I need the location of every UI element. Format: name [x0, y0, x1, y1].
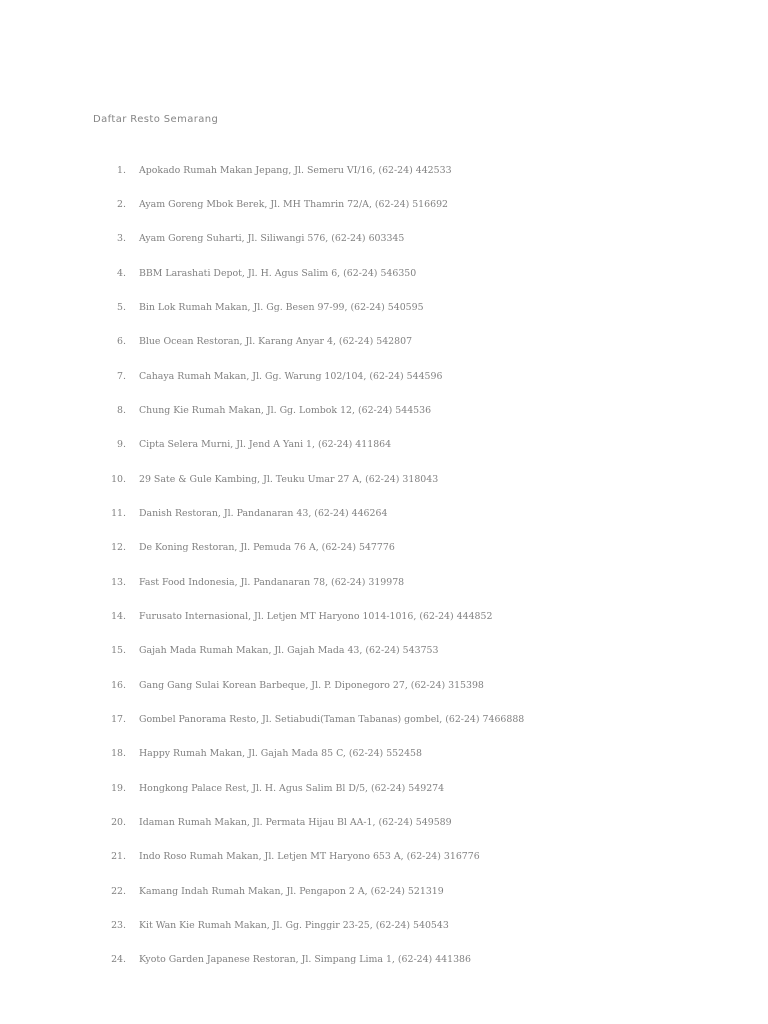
- list-item: [0, 268, 768, 282]
- list-item-number: 7.: [117, 371, 126, 382]
- list-item: [0, 783, 768, 797]
- list-item-text: Danish Restoran, Jl. Pandanaran 43, (62-24) 446264: [139, 508, 388, 519]
- list-item: [0, 954, 768, 968]
- list-item-number: 2.: [117, 199, 126, 210]
- list-item: [0, 199, 768, 213]
- list-item-text: Bin Lok Rumah Makan, Jl. Gg. Besen 97-99, (62-24) 540595: [139, 302, 424, 313]
- list-item-text: Kit Wan Kie Rumah Makan, Jl. Gg. Pinggir 23-25, (62-24) 540543: [139, 920, 449, 931]
- list-item-text: De Koning Restoran, Jl. Pemuda 76 A, (62-24) 547776: [139, 542, 395, 553]
- list-item-number: 11.: [111, 508, 126, 519]
- list-item: [0, 474, 768, 488]
- list-item-text: Gang Gang Sulai Korean Barbeque, Jl. P. Diponegoro 27, (62-24) 315398: [139, 680, 484, 691]
- list-item-number: 5.: [117, 302, 126, 313]
- list-item-text: Happy Rumah Makan, Jl. Gajah Mada 85 C, (62-24) 552458: [139, 748, 422, 759]
- page-title: Daftar Resto Semarang: [93, 114, 219, 125]
- list-item: [0, 680, 768, 694]
- list-item-text: Gajah Mada Rumah Makan, Jl. Gajah Mada 43, (62-24) 543753: [139, 645, 439, 656]
- list-item-number: 13.: [111, 577, 126, 588]
- list-item-number: 9.: [117, 439, 126, 450]
- list-item-text: Idaman Rumah Makan, Jl. Permata Hijau Bl AA-1, (62-24) 549589: [139, 817, 452, 828]
- list-item-number: 22.: [111, 886, 126, 897]
- list-item-number: 12.: [111, 542, 126, 553]
- list-item-number: 16.: [111, 680, 126, 691]
- list-item-text: Cahaya Rumah Makan, Jl. Gg. Warung 102/104, (62-24) 544596: [139, 371, 443, 382]
- list-item-text: Apokado Rumah Makan Jepang, Jl. Semeru VI/16, (62-24) 442533: [139, 165, 452, 176]
- list-item: [0, 508, 768, 522]
- list-item: [0, 542, 768, 556]
- list-item-text: Cipta Selera Murni, Jl. Jend A Yani 1, (62-24) 411864: [139, 439, 392, 450]
- list-item: [0, 645, 768, 659]
- list-item-number: 8.: [117, 405, 126, 416]
- list-item-text: Indo Roso Rumah Makan, Jl. Letjen MT Haryono 653 A, (62-24) 316776: [139, 851, 480, 862]
- list-item: [0, 165, 768, 179]
- list-item: [0, 817, 768, 831]
- list-item-number: 19.: [111, 783, 126, 794]
- list-item-number: 24.: [111, 954, 126, 965]
- list-item-text: Ayam Goreng Suharti, Jl. Siliwangi 576, (62-24) 603345: [139, 233, 405, 244]
- list-item-text: Chung Kie Rumah Makan, Jl. Gg. Lombok 12, (62-24) 544536: [139, 405, 432, 416]
- list-item: [0, 714, 768, 728]
- list-item-number: 6.: [117, 336, 126, 347]
- list-item: [0, 577, 768, 591]
- list-item-number: 10.: [111, 474, 126, 485]
- list-item-number: 4.: [117, 268, 126, 279]
- list-item-text: Gombel Panorama Resto, Jl. Setiabudi(Taman Tabanas) gombel, (62-24) 7466888: [139, 714, 525, 725]
- list-item-number: 14.: [111, 611, 126, 622]
- list-item-text: Ayam Goreng Mbok Berek, Jl. MH Thamrin 72/A, (62-24) 516692: [139, 199, 449, 210]
- list-item: [0, 405, 768, 419]
- list-item: [0, 336, 768, 350]
- list-item-number: 15.: [111, 645, 126, 656]
- list-item: [0, 439, 768, 453]
- list-item: [0, 233, 768, 247]
- list-item-text: Furusato Internasional, Jl. Letjen MT Haryono 1014-1016, (62-24) 444852: [139, 611, 493, 622]
- list-item: [0, 371, 768, 385]
- list-item: [0, 920, 768, 934]
- list-item-number: 3.: [117, 233, 126, 244]
- list-item-text: Fast Food Indonesia, Jl. Pandanaran 78, (62-24) 319978: [139, 577, 405, 588]
- list-item-text: 29 Sate & Gule Kambing, Jl. Teuku Umar 27 A, (62-24) 318043: [139, 474, 439, 485]
- list-item-text: Kamang Indah Rumah Makan, Jl. Pengapon 2 A, (62-24) 521319: [139, 886, 444, 897]
- list-item-number: 23.: [111, 920, 126, 931]
- list-item: [0, 886, 768, 900]
- list-item: [0, 611, 768, 625]
- list-item-text: Hongkong Palace Rest, Jl. H. Agus Salim Bl D/5, (62-24) 549274: [139, 783, 445, 794]
- list-item: [0, 302, 768, 316]
- list-item: [0, 748, 768, 762]
- list-item-text: Blue Ocean Restoran, Jl. Karang Anyar 4, (62-24) 542807: [139, 336, 413, 347]
- list-item-number: 21.: [111, 851, 126, 862]
- list-item-number: 17.: [111, 714, 126, 725]
- list-item-text: BBM Larashati Depot, Jl. H. Agus Salim 6, (62-24) 546350: [139, 268, 417, 279]
- list-item: [0, 851, 768, 865]
- list-item-number: 1.: [117, 165, 126, 176]
- list-item-number: 20.: [111, 817, 126, 828]
- list-item-text: Kyoto Garden Japanese Restoran, Jl. Simpang Lima 1, (62-24) 441386: [139, 954, 471, 965]
- list-item-number: 18.: [111, 748, 126, 759]
